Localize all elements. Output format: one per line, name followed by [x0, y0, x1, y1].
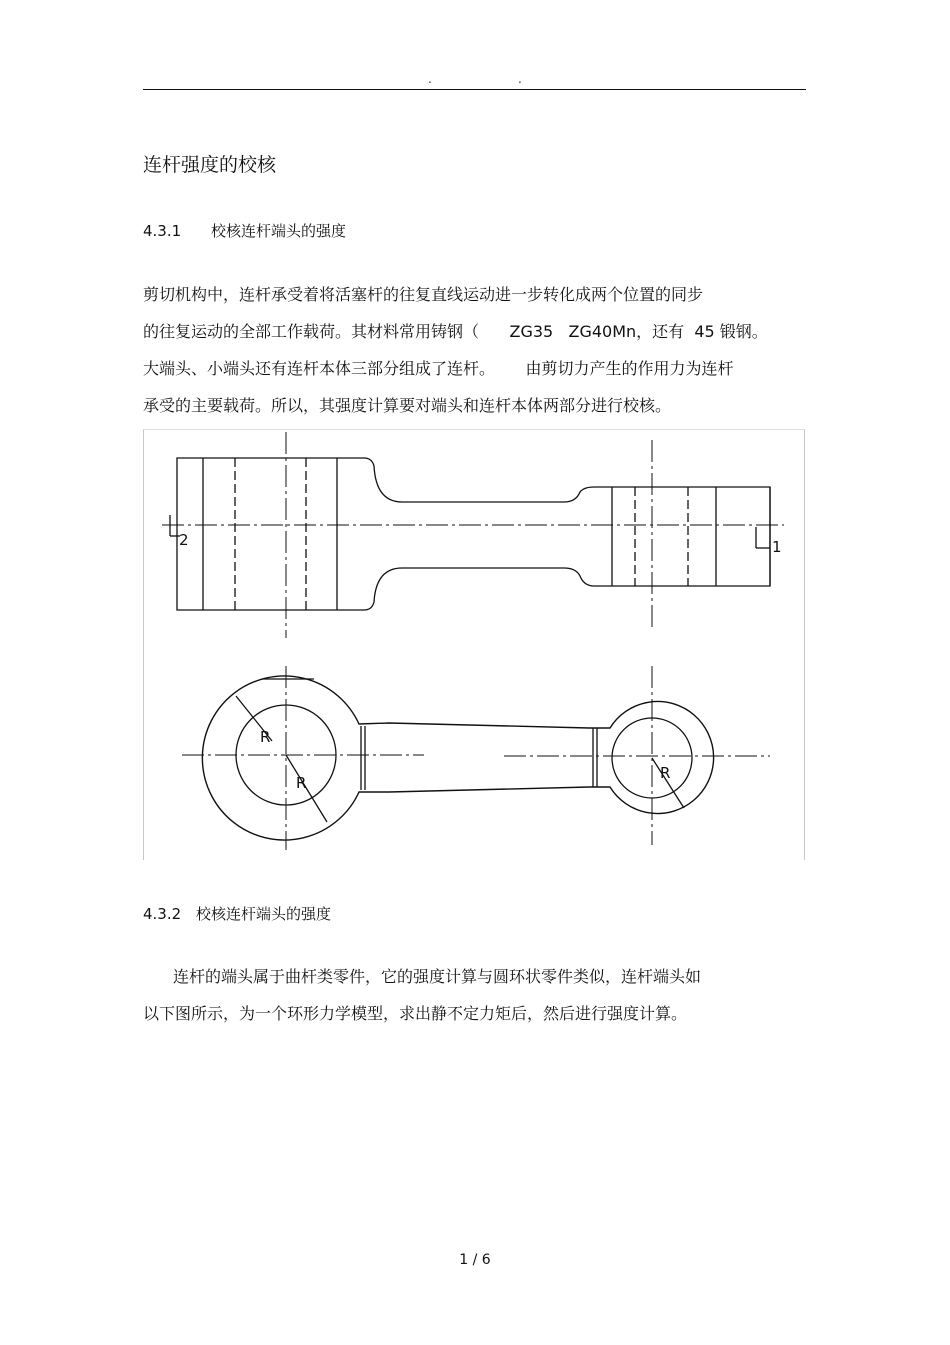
section-heading-4-3-1 [143, 220, 346, 241]
header-rule [143, 89, 806, 90]
paragraph-line: 以下图所示，为一个环形力学模型，求出静不定力矩后，然后进行强度计算。 [143, 1004, 688, 1023]
radius-label-outer-big: R [296, 774, 307, 792]
radius-label-inner-big: R [260, 728, 271, 746]
header-dot: . [518, 72, 522, 86]
header-dots [0, 72, 950, 84]
side-view [162, 432, 784, 638]
section-title: 校核连杆端头的强度 [211, 222, 347, 240]
dimension-letter-l1: L [750, 560, 751, 561]
paragraph-line: 大端头、小端头还有连杆本体三部分组成了连杆。 由剪切力产生的作用力为连杆 [143, 359, 734, 378]
paragraph-line: 剪切机构中，连杆承受着将活塞杆的往复直线运动进一步转化成两个位置的同步 [143, 285, 704, 304]
paragraph-line: 的往复运动的全部工作载荷。其材料常用铸钢（ ZG35 ZG40Mn，还有 45 锻钢。 [143, 322, 768, 341]
header-dot: . [428, 72, 432, 86]
paragraph-line: 承受的主要载荷。所以，其强度计算要对端头和连杆本体两部分进行校核。 [143, 396, 672, 415]
connecting-rod-drawing [143, 429, 805, 860]
plan-view [182, 666, 770, 850]
section-title: 校核连杆端头的强度 [196, 905, 332, 923]
page-title: 连杆强度的校核 [143, 154, 277, 176]
dimension-letter-l2: L [164, 550, 165, 551]
paragraph-line: 连杆的端头属于曲杆类零件，它的强度计算与圆环状零件类似，连杆端头如 [173, 967, 702, 986]
section-number: 4.3.1 [143, 222, 182, 240]
connecting-rod-svg [144, 430, 804, 860]
section-heading-4-3-2 [143, 903, 331, 924]
page-number: 1 / 6 [459, 1252, 491, 1268]
radius-label-small: R [660, 764, 671, 782]
dimension-label-l1: 1 [772, 538, 782, 556]
dimension-label-l2: 2 [179, 531, 189, 549]
section-number: 4.3.2 [143, 905, 182, 923]
